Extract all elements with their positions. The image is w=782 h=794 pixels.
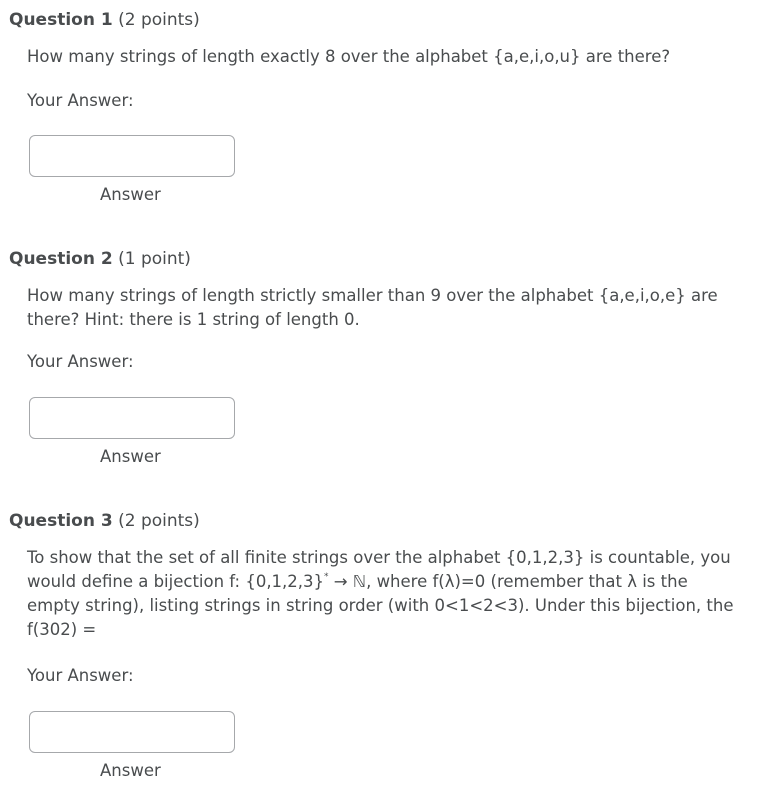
question-1-answer-input[interactable] bbox=[29, 135, 235, 177]
question-3-number: Question 3 bbox=[9, 511, 113, 531]
question-3-points: (2 points) bbox=[118, 511, 200, 531]
question-2-answer-caption: Answer bbox=[100, 447, 161, 466]
question-1-heading bbox=[9, 9, 200, 31]
question-1-points: (2 points) bbox=[118, 10, 200, 30]
question-2-heading bbox=[9, 248, 191, 270]
question-2-answer-input[interactable] bbox=[29, 397, 235, 439]
question-1-answer-caption: Answer bbox=[100, 185, 161, 204]
question-3-text-part2: → ℕ, where f(λ)=0 (remember that λ is the empty string), listing strings in string order (with 0<1<2<3). Under this bijection, the f(302) = bbox=[27, 572, 734, 639]
question-3-your-answer-label: Your Answer: bbox=[27, 666, 134, 685]
question-2-number: Question 2 bbox=[9, 249, 113, 269]
question-2-points: (1 point) bbox=[118, 249, 191, 269]
question-3-answer-input[interactable] bbox=[29, 711, 235, 753]
question-2-your-answer-label: Your Answer: bbox=[27, 352, 134, 371]
question-3-heading bbox=[9, 510, 200, 532]
question-1-text: How many strings of length exactly 8 over the alphabet {a,e,i,o,u} are there? bbox=[27, 47, 671, 66]
question-3-text bbox=[27, 546, 742, 642]
question-3-answer-caption: Answer bbox=[100, 761, 161, 780]
question-1-your-answer-label: Your Answer: bbox=[27, 91, 134, 110]
question-2-text: How many strings of length strictly smaller than 9 over the alphabet {a,e,i,o,e} are there? Hint: there is 1 string of length 0. bbox=[27, 286, 718, 329]
question-3-text-part1: To show that the set of all finite strings over the alphabet {0,1,2,3} is countable, you would define a bijection f: {0,1,2,3} bbox=[27, 548, 731, 591]
question-1-number: Question 1 bbox=[9, 10, 113, 30]
question-3-text-superscript: * bbox=[324, 572, 329, 582]
